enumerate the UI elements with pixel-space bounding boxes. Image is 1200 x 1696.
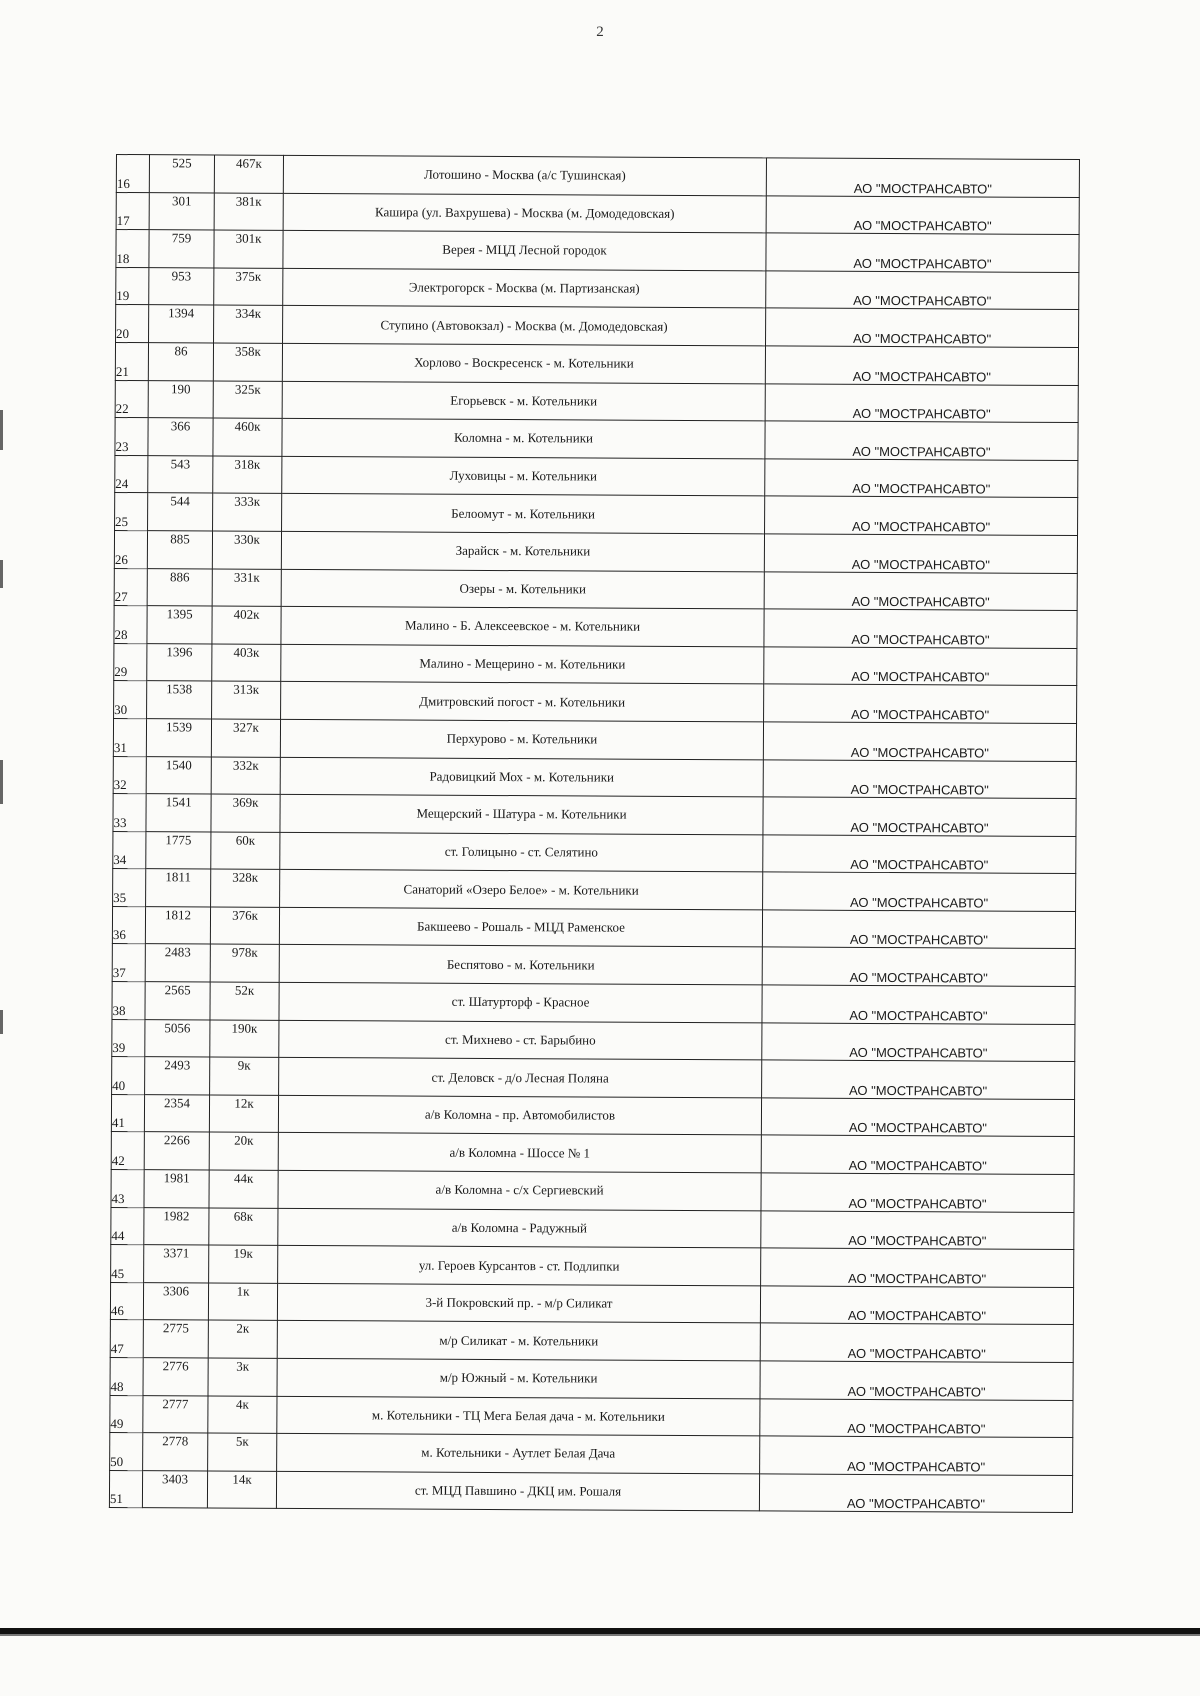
route-registry-number: 544 bbox=[148, 493, 213, 531]
route-name: Мещерский - Шатура - м. Котельники bbox=[280, 794, 763, 834]
row-index: 42 bbox=[111, 1132, 144, 1170]
row-index: 50 bbox=[110, 1433, 143, 1471]
table-row bbox=[116, 155, 1079, 198]
table-row bbox=[116, 267, 1079, 310]
carrier-name: АО "МОСТРАНСАВТО" bbox=[765, 346, 1078, 385]
row-index: 40 bbox=[112, 1057, 145, 1095]
route-number: 327к bbox=[211, 719, 280, 757]
route-registry-number: 1982 bbox=[144, 1207, 209, 1245]
route-number: 9к bbox=[210, 1057, 279, 1095]
route-name: Егорьевск - м. Котельники bbox=[282, 381, 765, 421]
carrier-name: АО "МОСТРАНСАВТО" bbox=[762, 910, 1075, 949]
carrier-name: АО "МОСТРАНСАВТО" bbox=[764, 571, 1077, 610]
carrier-name: АО "МОСТРАНСАВТО" bbox=[763, 835, 1076, 874]
route-name: Ступино (Автовокзал) - Москва (м. Домодедовская) bbox=[283, 306, 766, 346]
carrier-name: АО "МОСТРАНСАВТО" bbox=[764, 647, 1077, 686]
route-registry-number: 5056 bbox=[145, 1019, 210, 1057]
row-index: 30 bbox=[114, 681, 147, 719]
carrier-name: АО "МОСТРАНСАВТО" bbox=[760, 1436, 1073, 1475]
route-number: 19к bbox=[209, 1245, 278, 1283]
carrier-name: АО "МОСТРАНСАВТО" bbox=[764, 534, 1077, 573]
route-registry-number: 1775 bbox=[146, 831, 211, 869]
route-number: 1к bbox=[208, 1283, 277, 1321]
route-number: 4к bbox=[208, 1396, 277, 1434]
carrier-name: АО "МОСТРАНСАВТО" bbox=[760, 1398, 1073, 1437]
carrier-name: АО "МОСТРАНСАВТО" bbox=[761, 1173, 1074, 1212]
route-number: 12к bbox=[209, 1095, 278, 1133]
row-index: 32 bbox=[113, 756, 146, 794]
table-row bbox=[113, 718, 1076, 761]
route-name: м. Котельники - ТЦ Мега Белая дача - м. Котельники bbox=[277, 1396, 760, 1436]
row-index: 51 bbox=[109, 1470, 142, 1508]
route-number: 369к bbox=[211, 794, 280, 832]
carrier-name: АО "МОСТРАНСАВТО" bbox=[766, 271, 1079, 310]
routes-table bbox=[109, 154, 1080, 1513]
route-registry-number: 190 bbox=[148, 380, 213, 418]
row-index: 23 bbox=[115, 418, 148, 456]
table-row bbox=[111, 1245, 1074, 1288]
route-name: ст. Деловск - д/о Лесная Поляна bbox=[279, 1058, 762, 1098]
table-row bbox=[112, 906, 1075, 949]
route-registry-number: 1812 bbox=[145, 907, 210, 945]
route-name: 3-й Покровский пр. - м/р Силикат bbox=[277, 1283, 760, 1323]
route-registry-number: 1539 bbox=[146, 719, 211, 757]
route-registry-number: 1396 bbox=[147, 643, 212, 681]
row-index: 22 bbox=[115, 380, 148, 418]
row-index: 48 bbox=[110, 1357, 143, 1395]
row-index: 49 bbox=[110, 1395, 143, 1433]
table-row bbox=[110, 1282, 1073, 1325]
route-number: 68к bbox=[209, 1208, 278, 1246]
route-name: Бакшеево - Рошаль - МЦД Раменское bbox=[279, 907, 762, 947]
table-row bbox=[110, 1320, 1073, 1363]
row-index: 35 bbox=[113, 869, 146, 907]
carrier-name: АО "МОСТРАНСАВТО" bbox=[765, 421, 1078, 460]
table-row bbox=[113, 831, 1076, 874]
row-index: 45 bbox=[111, 1245, 144, 1283]
route-registry-number: 543 bbox=[148, 455, 213, 493]
carrier-name: АО "МОСТРАНСАВТО" bbox=[766, 158, 1079, 197]
table-row bbox=[116, 305, 1079, 348]
row-index: 17 bbox=[116, 192, 149, 230]
table-row bbox=[111, 1094, 1074, 1137]
route-number: 460к bbox=[213, 418, 282, 456]
table-row bbox=[112, 944, 1075, 987]
carrier-name: АО "МОСТРАНСАВТО" bbox=[763, 797, 1076, 836]
route-name: Малино - Б. Алексеевское - м. Котельники bbox=[281, 606, 764, 646]
scan-bottom-border-shadow bbox=[0, 1634, 1200, 1636]
route-registry-number: 525 bbox=[149, 155, 214, 193]
route-name: а/в Коломна - Радужный bbox=[278, 1208, 761, 1248]
carrier-name: АО "МОСТРАНСАВТО" bbox=[760, 1361, 1073, 1400]
route-name: ст. МЦД Павшино - ДКЦ им. Рошаля bbox=[276, 1471, 759, 1511]
route-number: 330к bbox=[212, 531, 281, 569]
route-name: м/р Силикат - м. Котельники bbox=[277, 1321, 760, 1361]
route-number: 375к bbox=[214, 268, 283, 306]
carrier-name: АО "МОСТРАНСАВТО" bbox=[763, 759, 1076, 798]
row-index: 29 bbox=[114, 643, 147, 681]
route-name: ул. Героев Курсантов - ст. Подлипки bbox=[278, 1246, 761, 1286]
row-index: 34 bbox=[113, 831, 146, 869]
route-number: 3к bbox=[208, 1358, 277, 1396]
row-index: 20 bbox=[116, 305, 149, 343]
carrier-name: АО "МОСТРАНСАВТО" bbox=[761, 1248, 1074, 1287]
table-row bbox=[114, 606, 1077, 649]
route-number: 14к bbox=[207, 1471, 276, 1509]
route-registry-number: 2493 bbox=[145, 1057, 210, 1095]
table-row bbox=[113, 869, 1076, 912]
route-name: м. Котельники - Аутлет Белая Дача bbox=[277, 1434, 760, 1474]
route-registry-number: 953 bbox=[149, 267, 214, 305]
route-name: Санаторий «Озеро Белое» - м. Котельники bbox=[280, 870, 763, 910]
route-name: а/в Коломна - с/х Сергиевский bbox=[278, 1170, 761, 1210]
carrier-name: АО "МОСТРАНСАВТО" bbox=[759, 1474, 1072, 1513]
route-name: ст. Голицыно - ст. Селятино bbox=[280, 832, 763, 872]
route-registry-number: 885 bbox=[147, 531, 212, 569]
row-index: 46 bbox=[110, 1282, 143, 1320]
carrier-name: АО "МОСТРАНСАВТО" bbox=[761, 1135, 1074, 1174]
route-number: 2к bbox=[208, 1320, 277, 1358]
route-number: 52к bbox=[210, 982, 279, 1020]
carrier-name: АО "МОСТРАНСАВТО" bbox=[760, 1286, 1073, 1325]
route-name: Лотошино - Москва (а/с Тушинская) bbox=[283, 155, 766, 195]
carrier-name: АО "МОСТРАНСАВТО" bbox=[763, 722, 1076, 761]
row-index: 26 bbox=[114, 530, 147, 568]
table-row bbox=[110, 1395, 1073, 1438]
route-number: 376к bbox=[210, 907, 279, 945]
table-row bbox=[115, 418, 1078, 461]
table-row bbox=[114, 530, 1077, 573]
route-registry-number: 2266 bbox=[144, 1132, 209, 1170]
carrier-name: АО "МОСТРАНСАВТО" bbox=[762, 947, 1075, 986]
route-registry-number: 366 bbox=[148, 418, 213, 456]
route-registry-number: 2483 bbox=[145, 944, 210, 982]
route-number: 190к bbox=[210, 1020, 279, 1058]
routes-table-wrap bbox=[109, 154, 1080, 1513]
route-number: 5к bbox=[208, 1433, 277, 1471]
route-number: 403к bbox=[212, 644, 281, 682]
row-index: 33 bbox=[113, 794, 146, 832]
table-row bbox=[112, 982, 1075, 1025]
carrier-name: АО "МОСТРАНСАВТО" bbox=[762, 985, 1075, 1024]
table-row bbox=[115, 380, 1078, 423]
route-registry-number: 1395 bbox=[147, 606, 212, 644]
route-number: 301к bbox=[214, 230, 283, 268]
route-number: 44к bbox=[209, 1170, 278, 1208]
carrier-name: АО "МОСТРАНСАВТО" bbox=[765, 459, 1078, 498]
row-index: 21 bbox=[115, 342, 148, 380]
route-name: Коломна - м. Котельники bbox=[282, 419, 765, 459]
route-name: Белоомут - м. Котельники bbox=[282, 494, 765, 534]
table-row bbox=[111, 1207, 1074, 1250]
carrier-name: АО "МОСТРАНСАВТО" bbox=[765, 383, 1078, 422]
route-number: 333к bbox=[213, 493, 282, 531]
row-index: 24 bbox=[115, 455, 148, 493]
row-index: 38 bbox=[112, 982, 145, 1020]
table-row bbox=[111, 1132, 1074, 1175]
route-registry-number: 1541 bbox=[146, 794, 211, 832]
table-row bbox=[115, 342, 1078, 385]
route-number: 331к bbox=[212, 569, 281, 607]
table-row bbox=[112, 1057, 1075, 1100]
route-number: 20к bbox=[209, 1132, 278, 1170]
carrier-name: АО "МОСТРАНСАВТО" bbox=[763, 872, 1076, 911]
route-registry-number: 1394 bbox=[149, 305, 214, 343]
carrier-name: АО "МОСТРАНСАВТО" bbox=[761, 1211, 1074, 1250]
route-registry-number: 3371 bbox=[144, 1245, 209, 1283]
row-index: 19 bbox=[116, 267, 149, 305]
route-number: 358к bbox=[213, 343, 282, 381]
route-number: 332к bbox=[211, 757, 280, 795]
table-row bbox=[115, 455, 1078, 498]
route-number: 334к bbox=[214, 305, 283, 343]
table-row bbox=[116, 230, 1079, 273]
route-number: 318к bbox=[213, 456, 282, 494]
route-number: 402к bbox=[212, 606, 281, 644]
row-index: 43 bbox=[111, 1170, 144, 1208]
row-index: 39 bbox=[112, 1019, 145, 1057]
route-name: Дмитровский погост - м. Котельники bbox=[281, 682, 764, 722]
route-name: ст. Михнево - ст. Барыбино bbox=[279, 1020, 762, 1060]
route-name: Озеры - м. Котельники bbox=[281, 569, 764, 609]
route-name: Хорлово - Воскресенск - м. Котельники bbox=[282, 343, 765, 383]
route-name: Малино - Мещерино - м. Котельники bbox=[281, 644, 764, 684]
route-registry-number: 2565 bbox=[145, 982, 210, 1020]
carrier-name: АО "МОСТРАНСАВТО" bbox=[762, 1060, 1075, 1099]
table-row bbox=[114, 568, 1077, 611]
row-index: 37 bbox=[112, 944, 145, 982]
route-name: а/в Коломна - Шоссе № 1 bbox=[278, 1133, 761, 1173]
row-index: 25 bbox=[115, 493, 148, 531]
route-name: м/р Южный - м. Котельники bbox=[277, 1358, 760, 1398]
carrier-name: АО "МОСТРАНСАВТО" bbox=[762, 1023, 1075, 1062]
route-name: Кашира (ул. Вахрушева) - Москва (м. Домодедовская) bbox=[283, 193, 766, 233]
route-registry-number: 1538 bbox=[147, 681, 212, 719]
routes-table-body bbox=[109, 155, 1079, 1513]
row-index: 44 bbox=[111, 1207, 144, 1245]
row-index: 16 bbox=[116, 155, 149, 193]
route-name: Радовицкий Мох - м. Котельники bbox=[280, 757, 763, 797]
carrier-name: АО "МОСТРАНСАВТО" bbox=[766, 195, 1079, 234]
row-index: 47 bbox=[110, 1320, 143, 1358]
table-row bbox=[110, 1357, 1073, 1400]
route-number: 381к bbox=[214, 193, 283, 231]
carrier-name: АО "МОСТРАНСАВТО" bbox=[761, 1098, 1074, 1137]
route-registry-number: 1811 bbox=[146, 869, 211, 907]
route-number: 60к bbox=[211, 832, 280, 870]
route-registry-number: 886 bbox=[147, 568, 212, 606]
carrier-name: АО "МОСТРАНСАВТО" bbox=[765, 496, 1078, 535]
route-name: Верея - МЦД Лесной городок bbox=[283, 231, 766, 271]
table-row bbox=[112, 1019, 1075, 1062]
route-name: Электрогорск - Москва (м. Партизанская) bbox=[283, 268, 766, 308]
route-registry-number: 2777 bbox=[143, 1395, 208, 1433]
route-name: Зарайск - м. Котельники bbox=[281, 531, 764, 571]
carrier-name: АО "МОСТРАНСАВТО" bbox=[760, 1323, 1073, 1362]
route-registry-number: 1540 bbox=[146, 756, 211, 794]
carrier-name: АО "МОСТРАНСАВТО" bbox=[766, 233, 1079, 272]
route-registry-number: 2354 bbox=[144, 1095, 209, 1133]
row-index: 31 bbox=[113, 718, 146, 756]
route-name: Луховицы - м. Котельники bbox=[282, 456, 765, 496]
route-number: 978к bbox=[210, 944, 279, 982]
table-row bbox=[109, 1470, 1072, 1513]
table-row bbox=[115, 493, 1078, 536]
table-row bbox=[114, 681, 1077, 724]
route-registry-number: 3306 bbox=[143, 1282, 208, 1320]
route-number: 328к bbox=[211, 869, 280, 907]
route-registry-number: 2778 bbox=[143, 1433, 208, 1471]
route-registry-number: 2775 bbox=[143, 1320, 208, 1358]
route-registry-number: 301 bbox=[149, 192, 214, 230]
row-index: 28 bbox=[114, 606, 147, 644]
carrier-name: АО "МОСТРАНСАВТО" bbox=[764, 684, 1077, 723]
route-registry-number: 2776 bbox=[143, 1358, 208, 1396]
table-row bbox=[116, 192, 1079, 235]
table-row bbox=[113, 794, 1076, 837]
route-registry-number: 759 bbox=[149, 230, 214, 268]
route-name: ст. Шатурторф - Красное bbox=[279, 982, 762, 1022]
table-row bbox=[111, 1170, 1074, 1213]
route-name: а/в Коломна - пр. Автомобилистов bbox=[278, 1095, 761, 1135]
route-registry-number: 3403 bbox=[142, 1470, 207, 1508]
row-index: 18 bbox=[116, 230, 149, 268]
route-name: Беспятово - м. Котельники bbox=[279, 945, 762, 985]
carrier-name: АО "МОСТРАНСАВТО" bbox=[766, 308, 1079, 347]
table-row bbox=[113, 756, 1076, 799]
scan-edge-marks bbox=[0, 0, 3, 1696]
carrier-name: АО "МОСТРАНСАВТО" bbox=[764, 609, 1077, 648]
route-registry-number: 86 bbox=[148, 343, 213, 381]
route-number: 325к bbox=[213, 381, 282, 419]
row-index: 41 bbox=[111, 1094, 144, 1132]
table-row bbox=[114, 643, 1077, 686]
table-row bbox=[110, 1433, 1073, 1476]
route-number: 467к bbox=[214, 155, 283, 193]
route-name: Перхурово - м. Котельники bbox=[280, 719, 763, 759]
route-registry-number: 1981 bbox=[144, 1170, 209, 1208]
row-index: 36 bbox=[112, 906, 145, 944]
row-index: 27 bbox=[114, 568, 147, 606]
page-number: 2 bbox=[596, 24, 604, 40]
route-number: 313к bbox=[212, 681, 281, 719]
